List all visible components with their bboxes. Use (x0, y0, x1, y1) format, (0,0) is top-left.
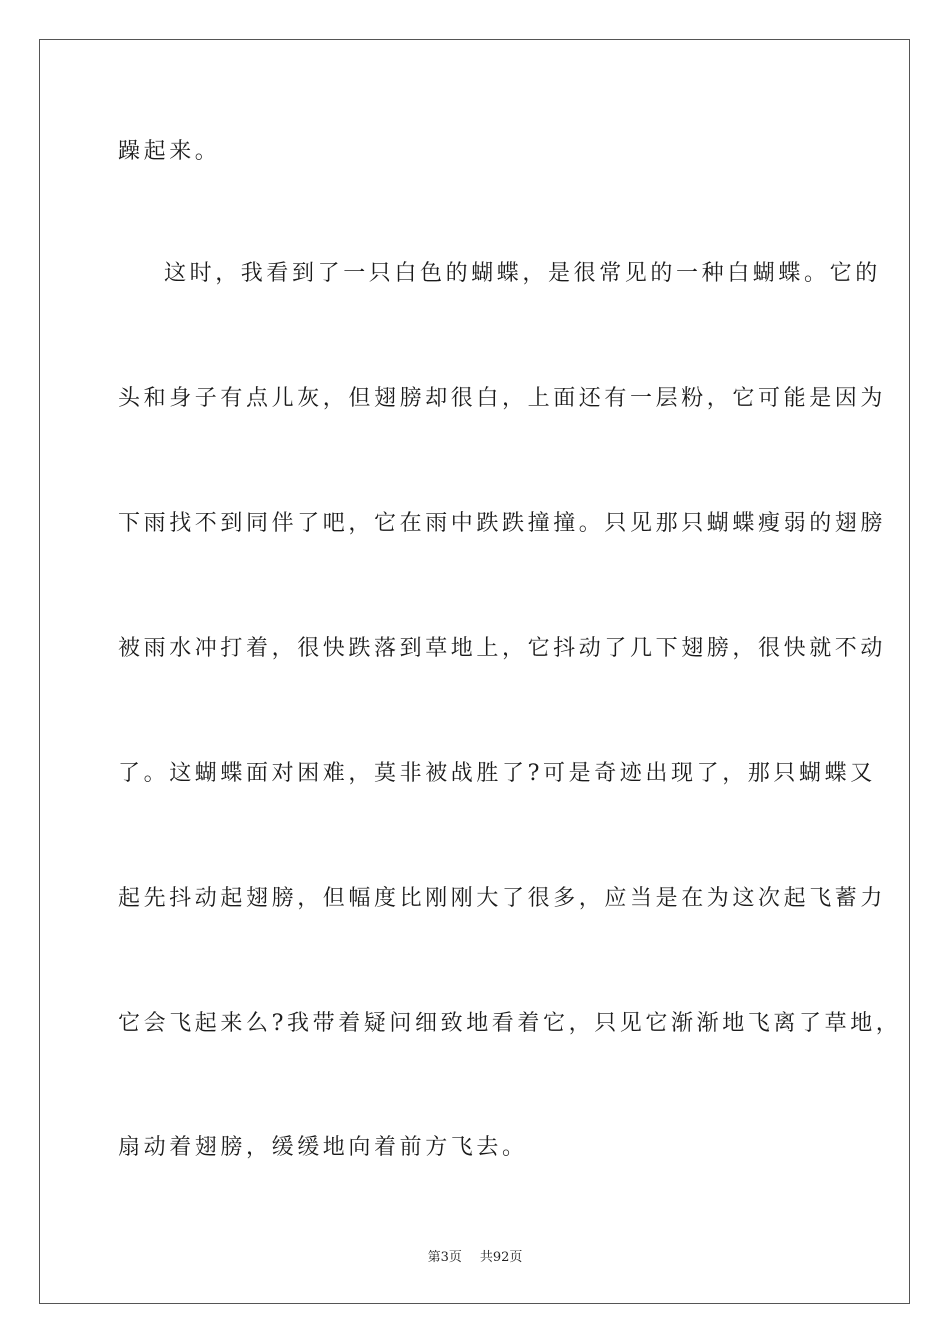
text-line-4: 下雨找不到同伴了吧，它在雨中跌跌撞撞。只见那只蝴蝶瘦弱的翅膀 (118, 511, 887, 536)
page-border (39, 39, 910, 1304)
text-line-2: 这时，我看到了一只白色的蝴蝶，是很常见的一种白蝴蝶。它的 (164, 261, 881, 286)
text-line-5: 被雨水冲打着，很快跌落到草地上，它抖动了几下翅膀，很快就不动 (118, 636, 887, 661)
text-line-1: 躁起来。 (118, 139, 221, 164)
total-pages: 共92页 (479, 1250, 523, 1265)
text-line-8: 它会飞起来么?我带着疑问细致地看着它，只见它渐渐地飞离了草地， (118, 1011, 902, 1036)
page-footer (0, 1250, 950, 1266)
text-line-3: 头和身子有点儿灰，但翅膀却很白，上面还有一层粉，它可能是因为 (118, 386, 887, 411)
text-line-9: 扇动着翅膀，缓缓地向着前方飞去。 (118, 1135, 528, 1160)
page-number: 第3页 (427, 1250, 462, 1265)
text-line-6: 了。这蝴蝶面对困难，莫非被战胜了?可是奇迹出现了，那只蝴蝶又 (118, 761, 876, 786)
text-line-7: 起先抖动起翅膀，但幅度比刚刚大了很多，应当是在为这次起飞蓄力 (118, 886, 887, 911)
